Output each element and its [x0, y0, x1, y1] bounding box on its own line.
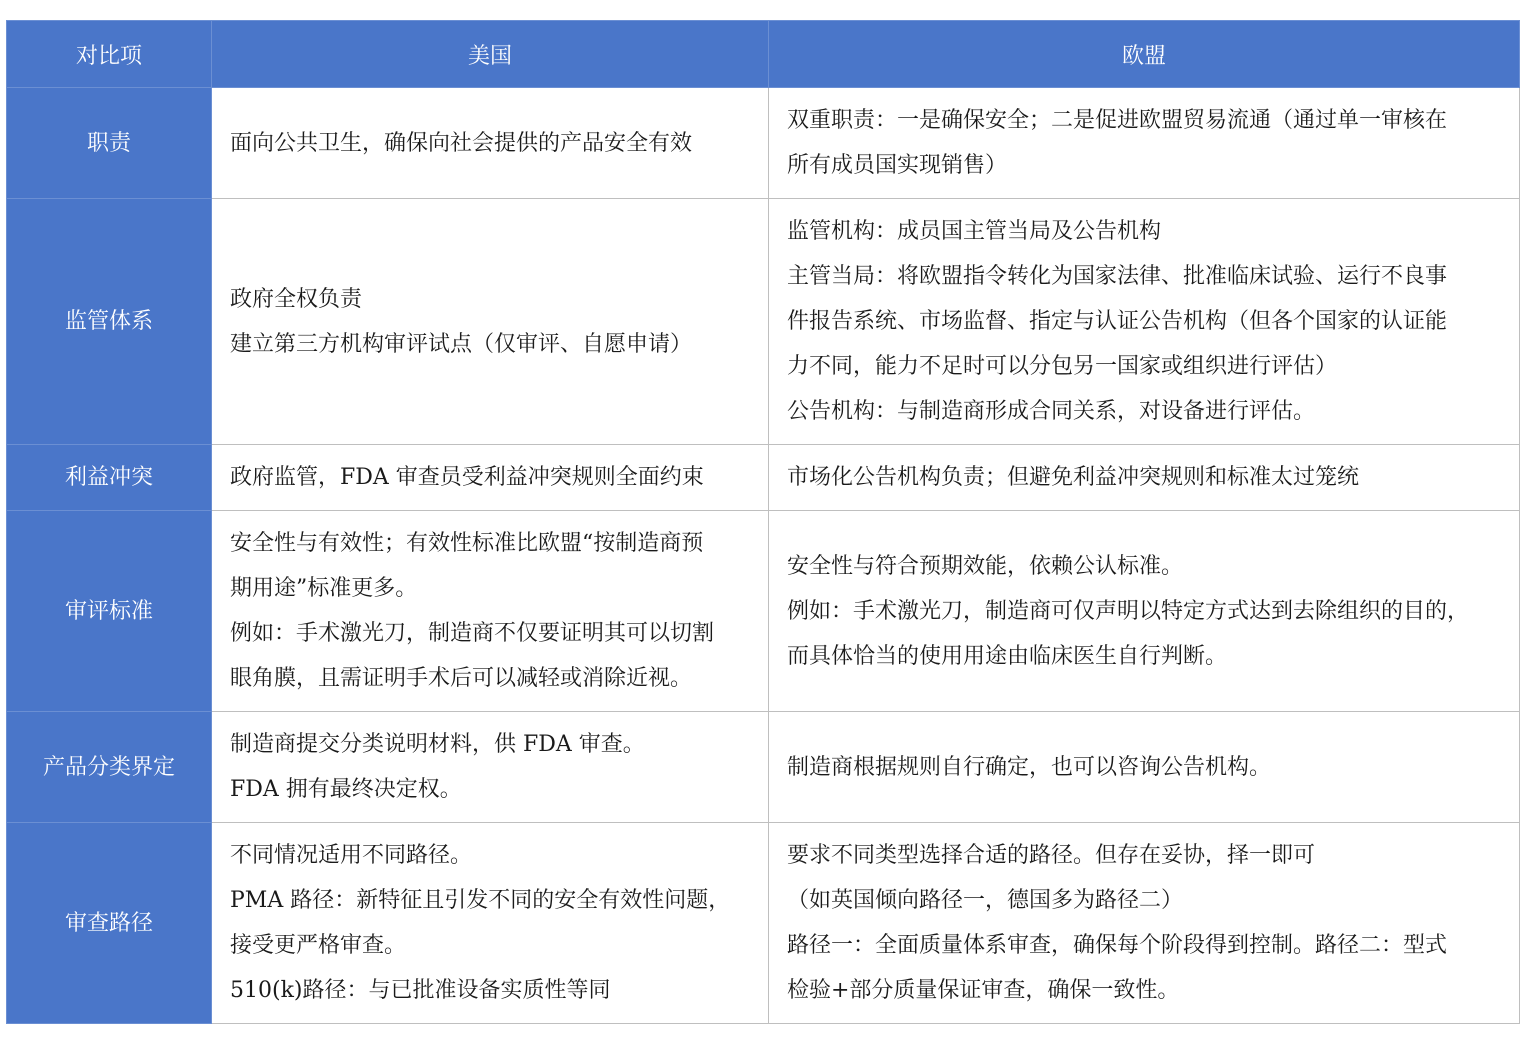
us-text-line: 安全性与有效性；有效性标准比欧盟“按制造商预 [230, 531, 704, 556]
header-usa: 美国 [212, 21, 769, 88]
row-label: 利益冲突 [7, 445, 212, 511]
comparison-table-container [6, 20, 1520, 1024]
eu-text-line: 主管当局：将欧盟指令转化为国家法律、批准临床试验、运行不良事 [787, 264, 1448, 289]
eu-text-line: 件报告系统、市场监督、指定与认证公告机构（但各个国家的认证能 [787, 309, 1448, 334]
table-row [7, 511, 1520, 712]
eu-cell [769, 88, 1520, 199]
us-text-line: 不同情况适用不同路径。 [230, 843, 473, 868]
eu-text-line: 检验+部分质量保证审查，确保一致性。 [787, 978, 1180, 1003]
eu-cell [769, 823, 1520, 1024]
us-cell [212, 511, 769, 712]
table-row [7, 823, 1520, 1024]
eu-text-line: 而具体恰当的使用用途由临床医生自行判断。 [787, 643, 1228, 669]
row-label: 审查路径 [7, 823, 212, 1024]
us-cell [212, 88, 769, 199]
us-text-line: 眼角膜，且需证明手术后可以减轻或消除近视。 [230, 666, 693, 691]
row-label: 审评标准 [7, 511, 212, 712]
table-row [7, 88, 1520, 199]
table-row [7, 199, 1520, 445]
comparison-table [6, 20, 1520, 1024]
us-text-line: 建立第三方机构审评试点（仅审评、自愿申请） [230, 331, 693, 357]
us-text-line: 接受更严格审查。 [230, 933, 407, 958]
eu-text-line: 公告机构：与制造商形成合同关系，对设备进行评估。 [787, 399, 1316, 424]
eu-cell [769, 445, 1520, 511]
table-row [7, 712, 1520, 823]
eu-text-line: 制造商根据规则自行确定，也可以咨询公告机构。 [787, 754, 1272, 780]
eu-text-line: 路径一：全面质量体系审查，确保每个阶段得到控制。路径二：型式 [787, 933, 1448, 958]
eu-text-line: 双重职责：一是确保安全；二是促进欧盟贸易流通（通过单一审核在 [787, 108, 1448, 133]
row-label: 职责 [7, 88, 212, 199]
eu-text-line: （如英国倾向路径一，德国多为路径二） [787, 888, 1184, 913]
us-text-line: 510(k)路径：与已批准设备实质性等同 [230, 978, 611, 1003]
table-header-row [7, 21, 1520, 88]
row-label: 监管体系 [7, 199, 212, 445]
us-text-line: 期用途”标准更多。 [230, 576, 418, 601]
us-text-line: 政府全权负责 [230, 286, 363, 312]
us-cell [212, 199, 769, 445]
us-cell [212, 445, 769, 511]
us-cell [212, 712, 769, 823]
row-label: 产品分类界定 [7, 712, 212, 823]
eu-cell [769, 199, 1520, 445]
eu-text-line: 市场化公告机构负责；但避免利益冲突规则和标准太过笼统 [787, 465, 1360, 490]
eu-text-line: 安全性与符合预期效能，依赖公认标准。 [787, 553, 1184, 579]
eu-text-line: 例如：手术激光刀，制造商可仅声明以特定方式达到去除组织的目的， [787, 598, 1470, 624]
us-text-line: 例如：手术激光刀，制造商不仅要证明其可以切割 [230, 621, 715, 646]
us-cell [212, 823, 769, 1024]
us-text-line: PMA 路径：新特征且引发不同的安全有效性问题， [230, 888, 731, 913]
us-text-line: FDA 拥有最终决定权。 [230, 777, 462, 802]
eu-text-line: 要求不同类型选择合适的路径。但存在妥协，择一即可 [787, 843, 1316, 868]
header-eu: 欧盟 [769, 21, 1520, 88]
eu-text-line: 所有成员国实现销售） [787, 153, 1008, 178]
us-text-line: 政府监管，FDA 审查员受利益冲突规则全面约束 [230, 465, 704, 490]
eu-cell [769, 712, 1520, 823]
eu-text-line: 力不同，能力不足时可以分包另一国家或组织进行评估） [787, 354, 1338, 379]
eu-cell [769, 511, 1520, 712]
header-comparison-item: 对比项 [7, 21, 212, 88]
table-row [7, 445, 1520, 511]
us-text-line: 制造商提交分类说明材料，供 FDA 审查。 [230, 732, 645, 757]
eu-text-line: 监管机构：成员国主管当局及公告机构 [787, 219, 1162, 244]
us-text-line: 面向公共卫生，确保向社会提供的产品安全有效 [230, 130, 693, 156]
